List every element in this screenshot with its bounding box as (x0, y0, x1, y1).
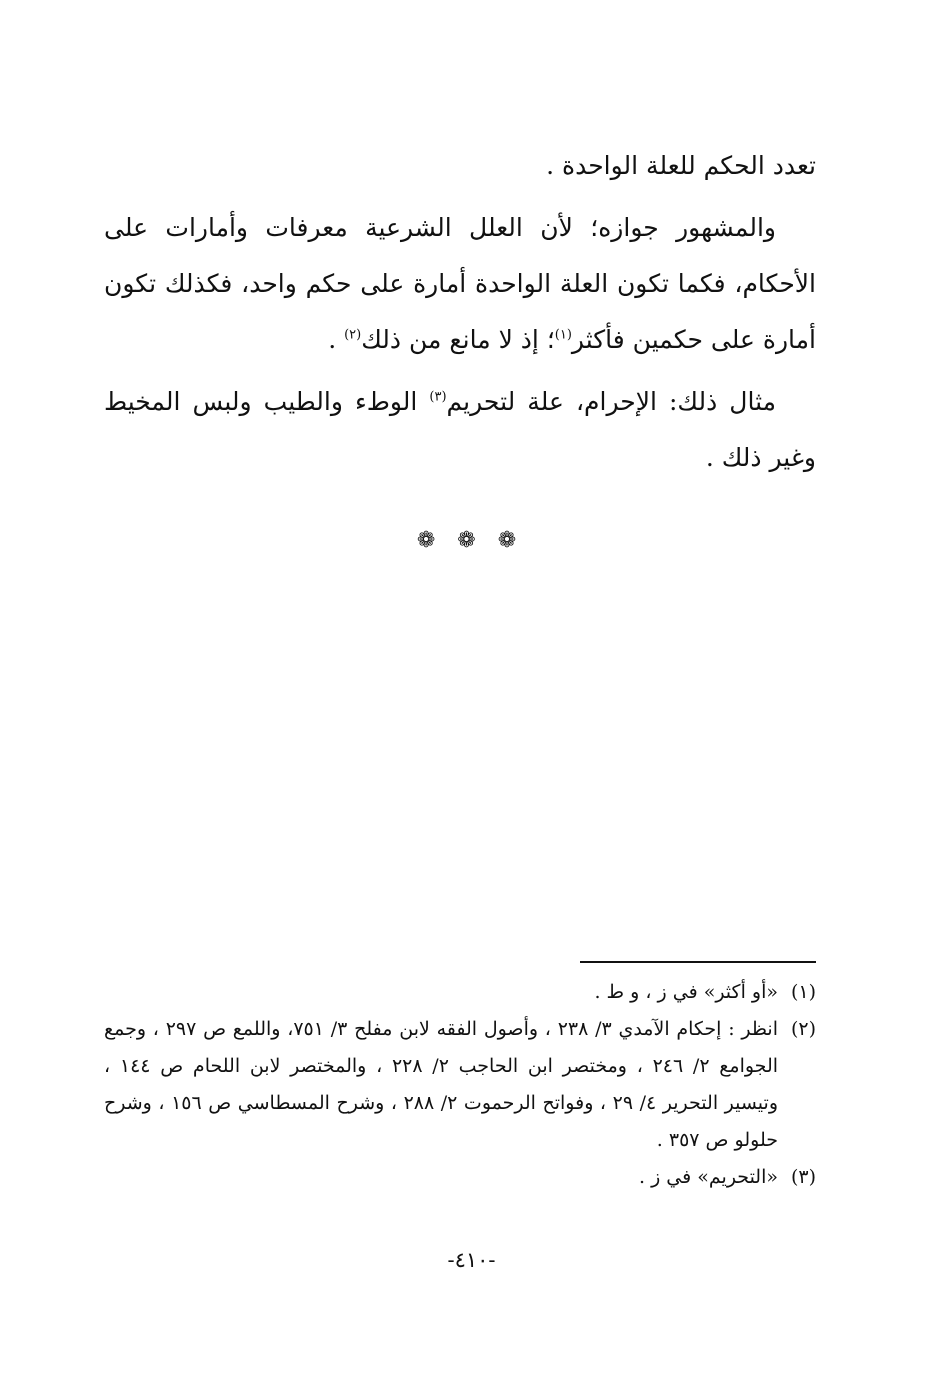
footnote-text: «التحريم» في ز . (639, 1166, 778, 1188)
paragraph-heading-line (104, 138, 816, 194)
footnote-text: انظر : إحكام الآمدي ٣/ ٢٣٨ ، وأصول الفقه لابن مفلح ٣/ ٧٥١، واللمع ص ٢٩٧ ، وجمع الجوامع ٢/ ٢٤٦ ، ومختصر ابن الحاجب ٢/ ٢٢٨ ، والمختصر لابن اللحام ص ١٤٤ ، وتيسير التحرير ٤/ ٢٩ ، وفواتح الرحموت ٢/ ٢٨٨ ، وشرح المسطاسي ص ١٥٦ ، وشرح حلولو ص ٣٥٧ . (104, 1018, 779, 1151)
flower-ornament-icon: ❁ (497, 528, 527, 553)
paragraph-2-text: والمشهور جوازه؛ لأن العلل الشرعية معرفات وأمارات على الأحكام، فكما تكون العلة الواحدة أمارة على حكم واحد، فكذلك تكون أمارة على حكمين فأكثر (104, 213, 816, 354)
footnote-number: (٣) (790, 1166, 816, 1188)
paragraph-3-end: الوطء والطيب ولبس المخيط وغير ذلك . (104, 387, 816, 472)
page-number: -٤١٠- (447, 1248, 496, 1272)
footnote-1 (104, 974, 816, 1011)
footnotes (104, 974, 816, 1196)
footnote-number: (٢) (790, 1018, 816, 1040)
footnote-2 (104, 1011, 816, 1159)
section-divider-ornaments (0, 528, 943, 553)
paragraph-2-mid: ؛ إذ لا مانع من ذلك (361, 325, 555, 354)
flower-ornament-icon: ❁ (416, 528, 446, 553)
flower-ornament-icon: ❁ (457, 528, 486, 553)
footnote-ref-1[interactable]: (١) (554, 327, 572, 343)
paragraph-1-text: تعدد الحكم للعلة الواحدة . (546, 151, 816, 180)
paragraph-2-end: . (328, 325, 337, 354)
main-text (104, 138, 816, 492)
paragraph-3-text: مثال ذلك: الإحرام، علة لتحريم (446, 387, 776, 416)
footnote-ref-3[interactable]: (٣) (429, 389, 447, 405)
footnote-3 (104, 1159, 816, 1196)
footnote-number: (١) (790, 981, 816, 1003)
paragraph-3 (104, 374, 816, 486)
paragraph-2 (104, 200, 816, 368)
footnote-text: «أو أكثر» في ز ، و ط . (594, 981, 778, 1003)
footnote-ref-2[interactable]: (٢) (344, 327, 362, 343)
footnote-separator (580, 961, 816, 963)
